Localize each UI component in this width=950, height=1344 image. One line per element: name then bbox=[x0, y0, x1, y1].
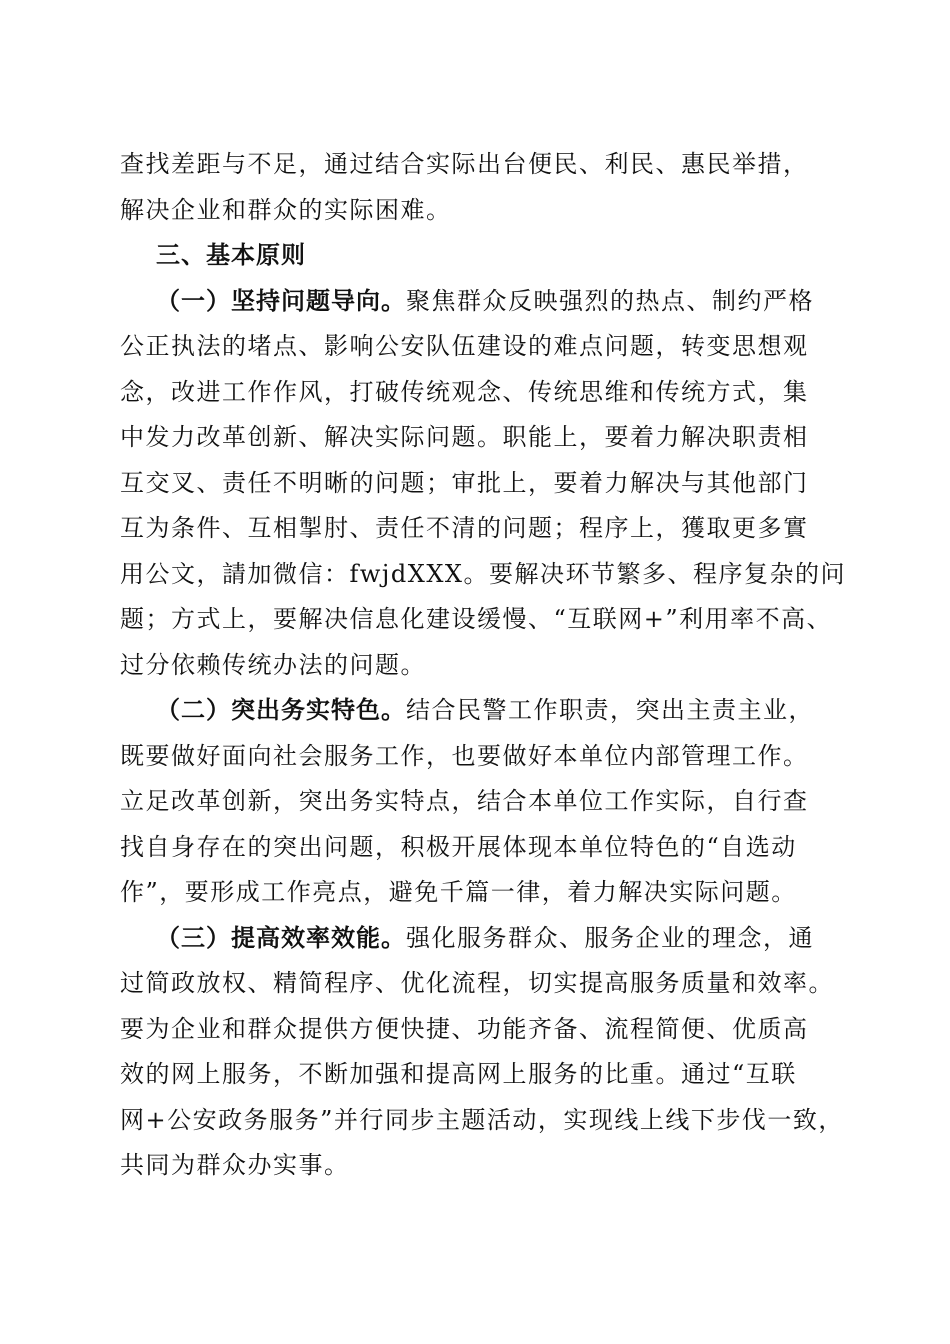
document-page bbox=[120, 142, 846, 1189]
principle-lead: （三）提高效率效能。 bbox=[156, 923, 406, 952]
text-line: 查找差距与不足，通过结合实际出台便民、利民、惠民举措， bbox=[120, 150, 809, 178]
text-line: 公正执法的堵点、影响公安队伍建设的难点问题，转变思想观 bbox=[120, 332, 809, 360]
principle-lead: （二）突出务实特色。 bbox=[156, 696, 406, 724]
text-line: 过分依赖传统办法的问题。 bbox=[120, 650, 426, 679]
text-line: 解决企业和群众的实际困难。 bbox=[120, 195, 452, 224]
paragraph-first-line bbox=[120, 688, 840, 734]
principle-text: 聚焦群众反映强烈的热点、制约严格 bbox=[406, 286, 814, 315]
text-line: 要为企业和群众提供方便快捷、功能齐备、流程简便、优质高 bbox=[120, 1014, 809, 1043]
text-line: 题；方式上，要解决信息化建设缓慢、“互联网+”利用率不高、 bbox=[120, 605, 833, 633]
principle-paragraph-2 bbox=[120, 688, 840, 916]
text-line: 立足改革创新，突出务实特点，结合本单位工作实际，自行查 bbox=[120, 787, 809, 815]
text-line: 过简政放权、精简程序、优化流程，切实提高服务质量和效率。 bbox=[120, 969, 834, 997]
text-line: 网+公安政务服务”并行同步主题活动，实现线上线下步伐一致， bbox=[120, 1105, 844, 1134]
text-line: 中发力改革创新、解决实际问题。职能上，要着力解决职责相 bbox=[120, 423, 809, 451]
principle-paragraph-1 bbox=[120, 279, 846, 689]
text-line: 共同为群众办实事。 bbox=[120, 1151, 350, 1179]
text-line: 念，改进工作作风，打破传统观念、传统思维和传统方式，集 bbox=[120, 377, 809, 406]
paragraph-first-line bbox=[120, 916, 840, 962]
text-line: 作”，要形成工作亮点，避免千篇一律，着力解决实际问题。 bbox=[120, 878, 797, 906]
paragraph-first-line bbox=[120, 279, 840, 325]
text-line: 用公文，請加微信：fwjdXXX。要解决环节繁多、程序复杂的问 bbox=[120, 559, 846, 588]
principle-paragraph-3 bbox=[120, 916, 844, 1189]
section-heading: 三、基本原则 bbox=[156, 241, 306, 269]
text-line: 效的网上服务，不断加强和提高网上服务的比重。通过“互联 bbox=[120, 1060, 797, 1088]
text-line: 互交叉、责任不明晰的问题；审批上，要着力解决与其他部门 bbox=[120, 468, 809, 497]
text-line: 找自身存在的突出问题，积极开展体现本单位特色的“自选动 bbox=[120, 832, 797, 861]
principle-text: 强化服务群众、服务企业的理念，通 bbox=[406, 923, 814, 952]
intro-paragraph bbox=[120, 142, 840, 233]
principle-text: 结合民警工作职责，突出主责主业， bbox=[406, 696, 814, 724]
text-line: 互为条件、互相掣肘、责任不清的问题；程序上，獲取更多實 bbox=[120, 514, 809, 542]
text-line: 既要做好面向社会服务工作，也要做好本单位内部管理工作。 bbox=[120, 741, 809, 770]
principle-lead: （一）坚持问题导向。 bbox=[156, 286, 406, 315]
